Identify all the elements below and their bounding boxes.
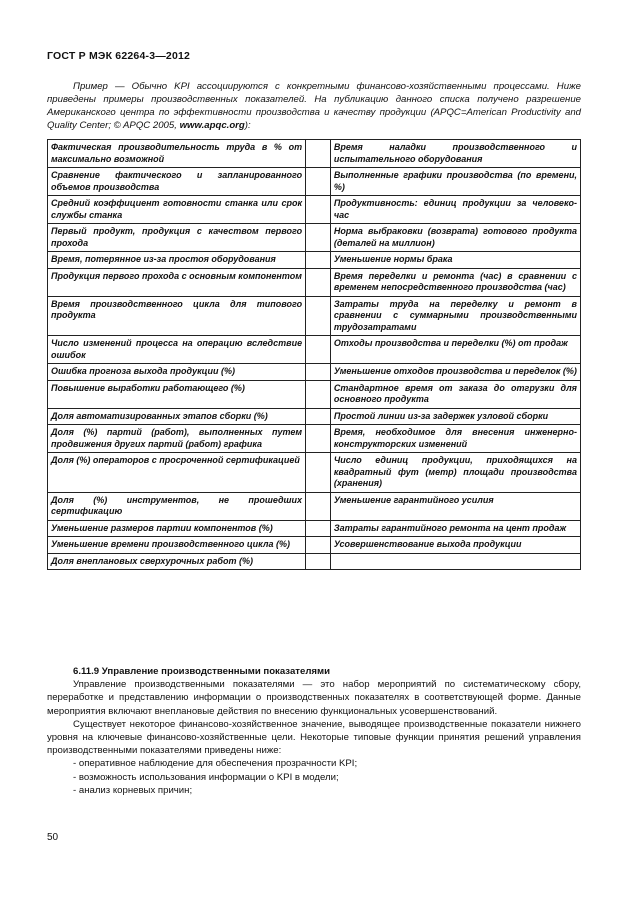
section-paragraph-1: Управление производственными показателями — это набор мероприятий по систематическому сбору, переработке и представлению информации о производственных показателях в соответствующей форме. Данные мероприятия включают внеплановые действия по внесению функциональных усовершенствований.: [47, 679, 581, 717]
table-row: [48, 268, 581, 296]
kpi-left-cell: Повышение выработки работающего (%): [48, 380, 306, 408]
spacer-cell: [306, 140, 331, 168]
kpi-right-cell: Уменьшение отходов производства и переделок (%): [330, 364, 580, 381]
kpi-right-cell: Выполненные графики производства (по времени, %): [330, 168, 580, 196]
spacer-cell: [306, 553, 331, 570]
list-item: - возможность использования информации о KPI в модели;: [73, 771, 339, 783]
kpi-left-cell: Доля внеплановых сверхурочных работ (%): [48, 553, 306, 570]
kpi-right-cell: Усовершенствование выхода продукции: [330, 537, 580, 554]
spacer-cell: [306, 408, 331, 425]
kpi-right-cell: Время наладки производственного и испытательного оборудования: [330, 140, 580, 168]
spacer-cell: [306, 453, 331, 493]
spacer-cell: [306, 364, 331, 381]
table-row: [48, 364, 581, 381]
example-paragraph: [47, 80, 581, 132]
table-row: [48, 492, 581, 520]
spacer-cell: [306, 492, 331, 520]
table-row: [48, 196, 581, 224]
kpi-left-cell: Средний коэффициент готовности станка или срок службы станка: [48, 196, 306, 224]
kpi-right-cell: Число единиц продукции, приходящихся на квадратный фут (метр) площади производства (хранения): [330, 453, 580, 493]
kpi-right-cell: Простой линии из-за задержек узловой сборки: [330, 408, 580, 425]
document-header: ГОСТ Р МЭК 62264-3—2012: [47, 50, 191, 62]
kpi-right-cell: Продуктивность: единиц продукции за человеко-час: [330, 196, 580, 224]
kpi-left-cell: Время, потерянное из-за простоя оборудования: [48, 252, 306, 269]
table-row: [48, 408, 581, 425]
spacer-cell: [306, 168, 331, 196]
kpi-left-cell: Число изменений процесса на операцию вследствие ошибок: [48, 336, 306, 364]
table-row: [48, 537, 581, 554]
spacer-cell: [306, 268, 331, 296]
spacer-cell: [306, 425, 331, 453]
spacer-cell: [306, 224, 331, 252]
table-row: [48, 224, 581, 252]
kpi-right-cell: Время, необходимое для внесения инженерно-конструкторских изменений: [330, 425, 580, 453]
kpi-left-cell: Первый продукт, продукция с качеством первого прохода: [48, 224, 306, 252]
kpi-left-cell: Доля (%) операторов с просроченной сертификацией: [48, 453, 306, 493]
spacer-cell: [306, 296, 331, 336]
kpi-left-cell: Время производственного цикла для типового продукта: [48, 296, 306, 336]
kpi-right-cell: Затраты труда на переделку и ремонт в сравнении с суммарными производственными трудозатратами: [330, 296, 580, 336]
spacer-cell: [306, 380, 331, 408]
table-row: [48, 140, 581, 168]
kpi-table: [47, 139, 581, 570]
page-number: 50: [47, 832, 59, 843]
section-title: 6.11.9 Управление производственными показателями: [73, 666, 331, 677]
table-row: [48, 425, 581, 453]
section-6-11-9: [47, 665, 581, 797]
kpi-left-cell: Ошибка прогноза выхода продукции (%): [48, 364, 306, 381]
kpi-right-cell: Отходы производства и переделки (%) от продаж: [330, 336, 580, 364]
table-row: [48, 520, 581, 537]
table-row: [48, 168, 581, 196]
kpi-right-cell: Норма выбраковки (возврата) готового продукта (деталей на миллион): [330, 224, 580, 252]
example-suffix: ):: [244, 120, 251, 131]
kpi-right-cell: Время переделки и ремонта (час) в сравнении с временем непосредственного производства (час): [330, 268, 580, 296]
table-row: [48, 336, 581, 364]
kpi-left-cell: Доля автоматизированных этапов сборки (%): [48, 408, 306, 425]
kpi-left-cell: Фактическая производительность труда в % от максимально возможной: [48, 140, 306, 168]
table-row: [48, 453, 581, 493]
kpi-right-cell: Уменьшение нормы брака: [330, 252, 580, 269]
spacer-cell: [306, 196, 331, 224]
kpi-right-cell: Затраты гарантийного ремонта на цент продаж: [330, 520, 580, 537]
section-paragraph-2: Существует некоторое финансово-хозяйственное значение, выводящее производственные показатели нижнего уровня на ключевые финансово-хозяйственные цели. Некоторые типовые функции принятия решений управления производственными показателями приведены ниже:: [47, 718, 581, 757]
table-row: [48, 252, 581, 269]
list-item: - оперативное наблюдение для обеспечения прозрачности KPI;: [73, 758, 358, 770]
kpi-left-cell: Уменьшение времени производственного цикла (%): [48, 537, 306, 554]
spacer-cell: [306, 537, 331, 554]
apqc-link[interactable]: www.apqc.org: [179, 120, 245, 131]
spacer-cell: [306, 252, 331, 269]
table-row: [48, 296, 581, 336]
kpi-left-cell: Доля (%) инструментов, не прошедших сертификацию: [48, 492, 306, 520]
kpi-right-cell: Уменьшение гарантийного усилия: [330, 492, 580, 520]
kpi-left-cell: Продукция первого прохода с основным компонентом: [48, 268, 306, 296]
example-text: Пример — Обычно KPI ассоциируются с конкретными финансово-хозяйственными процессами. Ниже приведены примеры производственных показателей. На публикацию данного списка получено разрешение Американского центра по эффективности производства и качеству продукции (APQC=American Productivity and Quality Center; © APQC 2005,: [47, 81, 581, 131]
kpi-left-cell: Доля (%) партий (работ), выполненных путем продвижения других партий (работ) графика: [48, 425, 306, 453]
spacer-cell: [306, 336, 331, 364]
list-item: - анализ корневых причин;: [73, 784, 193, 796]
kpi-left-cell: Уменьшение размеров партии компонентов (%): [48, 520, 306, 537]
table-row: [48, 380, 581, 408]
kpi-left-cell: Сравнение фактического и запланированного объемов производства: [48, 168, 306, 196]
kpi-right-cell: [330, 553, 580, 570]
spacer-cell: [306, 520, 331, 537]
table-row: [48, 553, 581, 570]
kpi-right-cell: Стандартное время от заказа до отгрузки для основного продукта: [330, 380, 580, 408]
